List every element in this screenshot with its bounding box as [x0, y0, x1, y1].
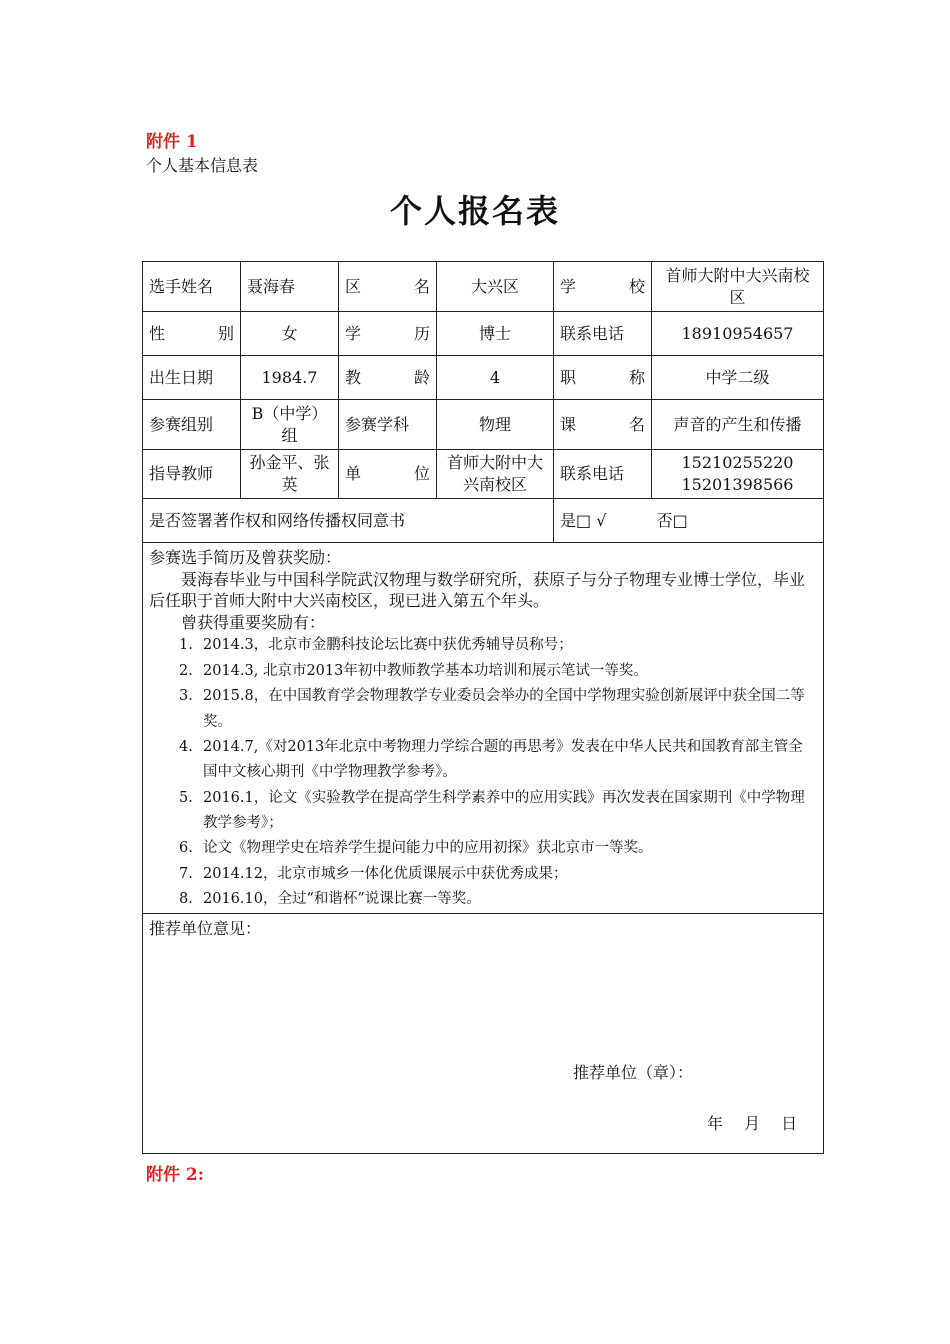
award-number: 1. [179, 637, 193, 654]
form-subtitle: 个人基本信息表 [146, 156, 259, 175]
education-value: 博士 [437, 312, 554, 356]
award-item [149, 735, 817, 786]
awards-heading: 曾获得重要奖励有： [181, 612, 326, 632]
resume-section [143, 543, 824, 914]
attachment-1-label: 附件 1 [146, 132, 198, 152]
award-text: 2014.3，北京市金鹏科技论坛比赛中获优秀辅导员称号； [203, 637, 573, 654]
award-text: 2014.12，北京市城乡一体化优质课展示中获优秀成果； [203, 865, 568, 882]
award-item [149, 684, 817, 735]
subject-value: 物理 [437, 400, 554, 450]
consent-label: 是否签署著作权和网络传播权同意书 [143, 499, 554, 543]
teaching-age-value: 4 [437, 356, 554, 400]
unit-label: 单 位 [339, 450, 437, 499]
award-text: 2016.1，论文《实验教学在提高学生科学素养中的应用实践》再次发表在国家期刊《中学物理教学参考》； [203, 789, 805, 831]
award-item [149, 633, 817, 658]
recommendation-heading: 推荐单位意见： [149, 918, 262, 938]
birth-label: 出生日期 [143, 356, 241, 400]
name-label: 选手姓名 [143, 262, 241, 312]
education-label: 学 历 [339, 312, 437, 356]
school-value: 首师大附中大兴南校区 [652, 262, 824, 312]
award-text: 论文《物理学史在培养学生提问能力中的应用初探》获北京市一等奖。 [203, 840, 653, 857]
award-number: 7. [179, 865, 193, 882]
award-text: 2015.8，在中国教育学会物理教学专业委员会举办的全国中学物理实验创新展评中获全国二等奖。 [203, 688, 805, 730]
subject-label: 参赛学科 [339, 400, 437, 450]
recommendation-section [143, 913, 824, 1153]
group-label: 参赛组别 [143, 400, 241, 450]
mentor-value: 孙金平、张英 [241, 450, 339, 499]
teaching-age-label: 教 龄 [339, 356, 437, 400]
phone2-value-1: 15210255220 [681, 453, 794, 473]
award-number: 4. [179, 738, 193, 755]
award-item [149, 786, 817, 837]
school-label: 学 校 [554, 262, 652, 312]
award-number: 3. [179, 688, 193, 705]
consent-no: 否□ [656, 510, 688, 530]
consent-yes: 是□ √ [560, 510, 607, 530]
award-number: 5. [179, 789, 193, 806]
recommendation-sign: 推荐单位（章）： [573, 1062, 694, 1082]
award-number: 8. [179, 891, 193, 908]
award-item [149, 887, 817, 912]
award-number: 2. [179, 662, 193, 679]
consent-options [554, 499, 824, 543]
birth-value: 1984.7 [241, 356, 339, 400]
phone-value: 18910954657 [652, 312, 824, 356]
award-item [149, 659, 817, 684]
awards-list [149, 633, 817, 912]
course-label: 课 名 [554, 400, 652, 450]
award-text: 2016.10，全过“和谐杯”说课比赛一等奖。 [203, 891, 481, 908]
unit-value: 首师大附中大兴南校区 [437, 450, 554, 499]
page-title: 个人报名表 [389, 192, 560, 230]
phone2-value [652, 450, 824, 499]
registration-form-table [142, 261, 824, 1154]
job-title-label: 职 称 [554, 356, 652, 400]
award-item [149, 862, 817, 887]
course-value: 声音的产生和传播 [652, 400, 824, 450]
resume-heading: 参赛选手简历及曾获奖励： [149, 548, 342, 567]
district-value: 大兴区 [437, 262, 554, 312]
phone-label: 联系电话 [554, 312, 652, 356]
job-title-value: 中学二级 [652, 356, 824, 400]
award-text: 2014.7,《对2013年北京中考物理力学综合题的再思考》发表在中华人民共和国教育部主管全国中文核心期刊《中学物理教学参考》。 [203, 738, 803, 781]
district-label: 区 名 [339, 262, 437, 312]
recommendation-date: 年 月 日 [707, 1113, 798, 1133]
award-item [149, 836, 817, 861]
phone2-label: 联系电话 [554, 450, 652, 499]
mentor-label: 指导教师 [143, 450, 241, 499]
award-text: 2014.3, 北京市2013年初中教师教学基本功培训和展示笔试一等奖。 [203, 662, 648, 679]
resume-bio: 聂海春毕业与中国科学院武汉物理与数学研究所，获原子与分子物理专业博士学位，毕业后任职于首师大附中大兴南校区，现已进入第五个年头。 [149, 569, 806, 611]
name-value: 聂海春 [241, 262, 339, 312]
group-value: B（中学）组 [241, 400, 339, 450]
attachment-2-label: 附件 2: [146, 1165, 205, 1185]
phone2-value-2: 15201398566 [681, 475, 794, 494]
award-number: 6. [179, 840, 193, 857]
gender-label: 性 别 [143, 312, 241, 356]
gender-value: 女 [241, 312, 339, 356]
